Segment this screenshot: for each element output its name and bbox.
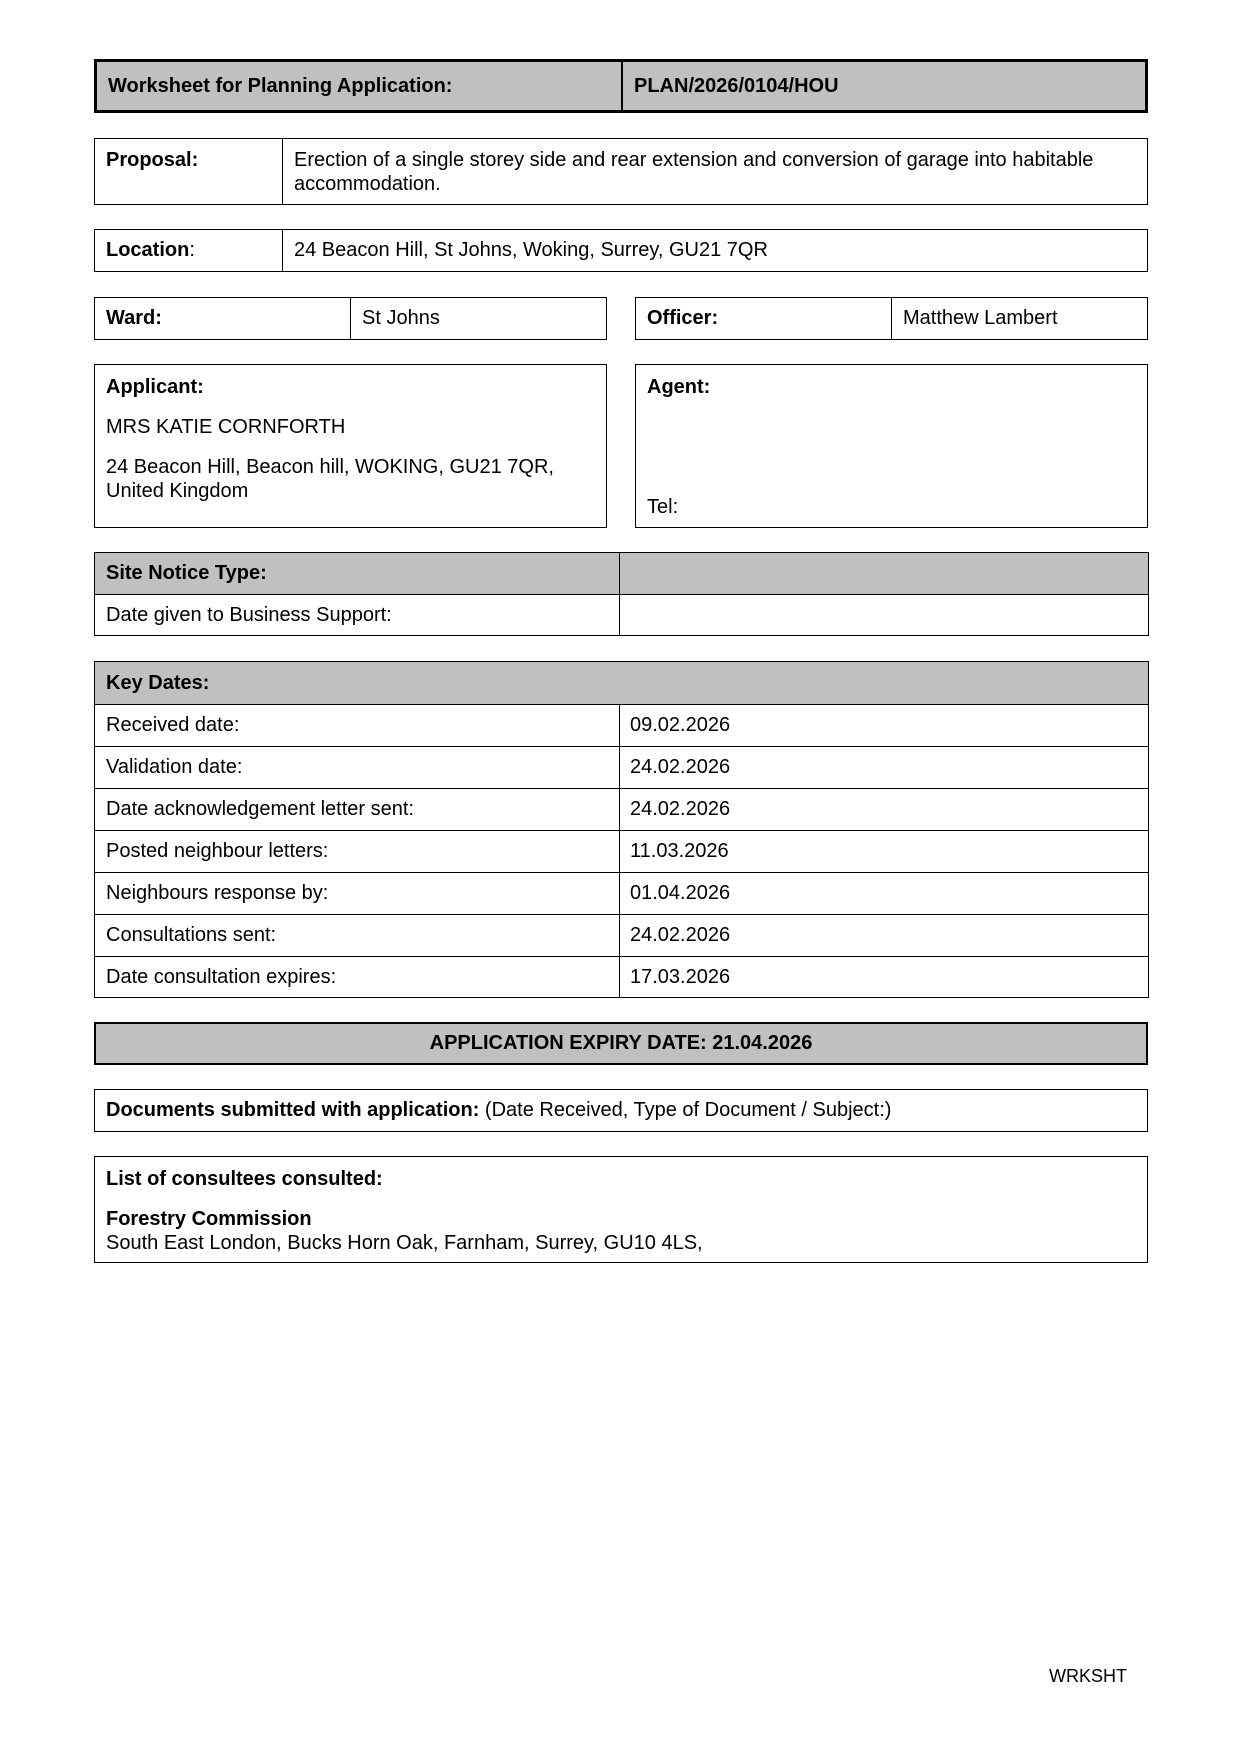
documents-label: Documents submitted with application: (106, 1099, 480, 1121)
application-reference: PLAN/2026/0104/HOU (634, 74, 839, 97)
applicant-box (94, 364, 607, 528)
date-value: 11.03.2026 (630, 840, 729, 862)
location-colon: : (189, 239, 195, 261)
business-support-row (95, 595, 1148, 635)
date-label: Consultations sent: (106, 924, 277, 946)
table-row (95, 831, 1148, 872)
date-value: 24.02.2026 (630, 798, 731, 820)
officer-value: Matthew Lambert (903, 307, 1058, 329)
table-row (95, 873, 1148, 914)
location-label: Location (106, 239, 190, 261)
officer-box (635, 297, 1148, 340)
key-dates-table (94, 661, 1149, 998)
applicant-label: Applicant: (106, 376, 204, 398)
business-support-label: Date given to Business Support: (106, 603, 392, 626)
site-notice-table (94, 552, 1149, 636)
documents-note: (Date Received, Type of Document / Subject:) (479, 1099, 892, 1121)
date-label: Neighbours response by: (106, 882, 329, 904)
date-value: 17.03.2026 (630, 965, 731, 988)
location-value: 24 Beacon Hill, St Johns, Woking, Surrey, GU21 7QR (294, 239, 768, 261)
consultee-name: Forestry Commission (106, 1208, 312, 1230)
date-value: 09.02.2026 (630, 714, 731, 736)
date-value: 24.02.2026 (630, 756, 731, 778)
ward-label: Ward: (106, 307, 162, 329)
application-expiry-banner (94, 1022, 1148, 1065)
table-row (95, 957, 1148, 997)
date-label: Date acknowledgement letter sent: (106, 798, 414, 820)
site-notice-type-row (95, 553, 1148, 594)
officer-label: Officer: (647, 307, 719, 329)
key-dates-header (95, 662, 1148, 704)
applicant-address-line1: 24 Beacon Hill, Beacon hill, WOKING, GU21 7QR, (106, 456, 554, 478)
proposal-text-line2: accommodation. (294, 173, 441, 195)
date-value: 01.04.2026 (630, 882, 731, 904)
ward-box (94, 297, 607, 340)
date-value: 24.02.2026 (630, 924, 731, 946)
agent-tel-label: Tel: (647, 496, 679, 518)
date-label: Validation date: (106, 756, 243, 778)
proposal-label: Proposal: (106, 149, 199, 171)
table-row (95, 747, 1148, 788)
worksheet-header (94, 59, 1148, 113)
application-expiry-text: APPLICATION EXPIRY DATE: 21.04.2026 (429, 1032, 813, 1054)
agent-box (635, 364, 1148, 528)
site-notice-type-label: Site Notice Type: (106, 562, 267, 584)
consultees-box (94, 1156, 1148, 1263)
location-box (94, 229, 1148, 272)
documents-line (95, 1090, 891, 1131)
proposal-box (94, 138, 1148, 205)
proposal-text-line1: Erection of a single storey side and rear extension and conversion of garage into habitable (294, 149, 1094, 171)
date-label: Posted neighbour letters: (106, 840, 329, 862)
agent-label: Agent: (647, 376, 711, 398)
documents-box (94, 1089, 1148, 1132)
ward-value: St Johns (362, 307, 440, 329)
date-label: Received date: (106, 714, 240, 736)
table-row (95, 705, 1148, 746)
applicant-address-line2: United Kingdom (106, 480, 249, 502)
table-row (95, 789, 1148, 830)
table-row (95, 915, 1148, 956)
location-label-cell (95, 230, 195, 271)
key-dates-title: Key Dates: (106, 671, 210, 694)
consultee-address: South East London, Bucks Horn Oak, Farnham, Surrey, GU10 4LS, (106, 1232, 703, 1254)
date-label: Date consultation expires: (106, 965, 337, 988)
consultees-label: List of consultees consulted: (106, 1168, 383, 1190)
worksheet-title: Worksheet for Planning Application: (108, 74, 453, 97)
footer-code: WRKSHT (1049, 1666, 1127, 1686)
applicant-name: MRS KATIE CORNFORTH (106, 416, 346, 438)
